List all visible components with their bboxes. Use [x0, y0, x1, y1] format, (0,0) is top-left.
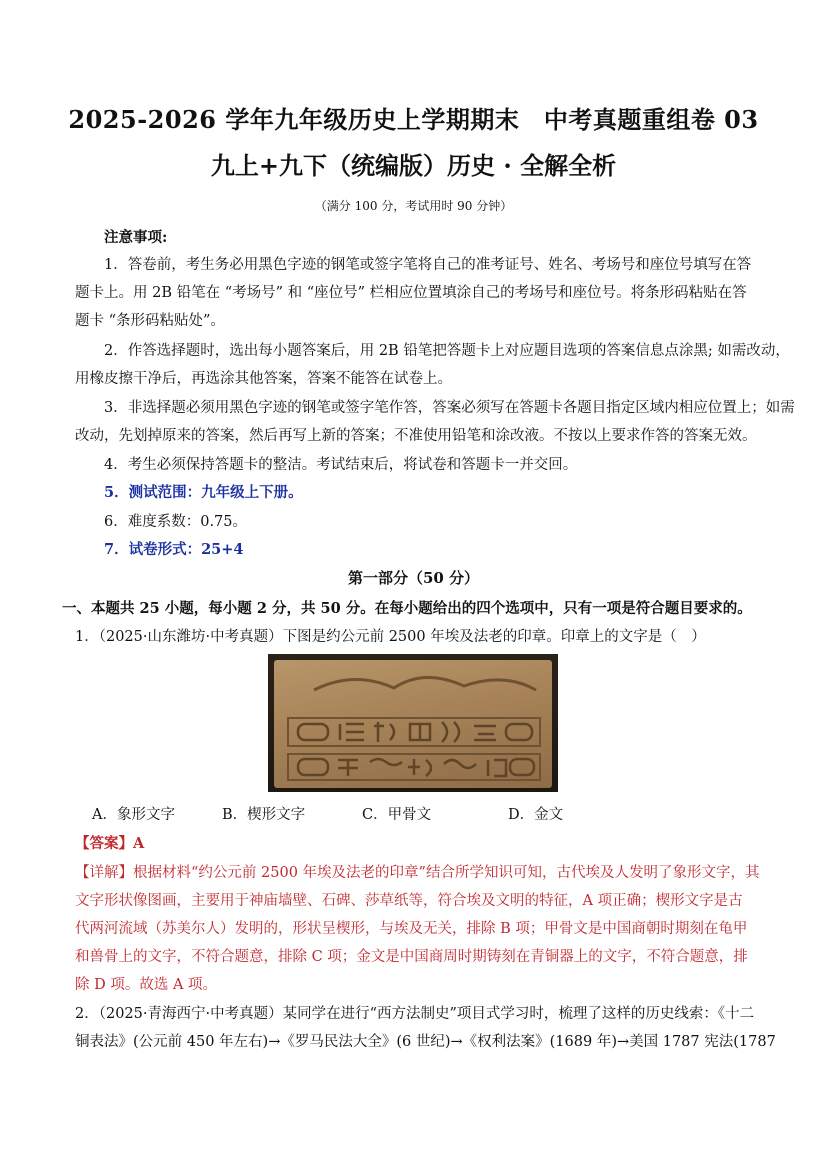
q1-answer: 【答案】A — [75, 835, 145, 852]
notice-heading: 注意事项: — [104, 229, 168, 246]
hieroglyph-carving — [274, 660, 552, 788]
q1-detail-line-1: 【详解】根据材料“约公元前 2500 年埃及法老的印章”结合所学知识可知，古代埃及人发明了象形文字，其 — [75, 865, 760, 881]
notice-item-3-line-2: 改动，先划掉原来的答案，然后再写上新的答案；不准使用铅笔和涂改液。不按以上要求作答的答案无效。 — [75, 428, 757, 444]
section-title: 第一部分（50 分） — [347, 569, 480, 587]
seal-stone — [274, 660, 552, 788]
notice-item-6: 6．难度系数：0.75。 — [104, 514, 248, 530]
section-instruction: 一、本题共 25 小题，每小题 2 分，共 50 分。在每小题给出的四个选项中，只有一项是符合题目要求的。 — [62, 600, 752, 617]
notice-item-1-line-3: 题卡 “条形码粘贴处”。 — [75, 313, 225, 329]
notice-item-7: 7．试卷形式：25+4 — [104, 541, 244, 558]
notice-item-2-line-1: 2．作答选择题时，选出每小题答案后，用 2B 铅笔把答题卡上对应题目选项的答案信息点涂黑; 如需改动， — [104, 343, 790, 359]
question-2-stem-line-2: 铜表法》(公元前 450 年左右)→《罗马民法大全》(6 世纪)→《权利法案》(1689 年)→美国 1787 宪法(1787 — [75, 1034, 776, 1050]
title-line-2: 九上+九下（统编版）历史 · 全解全析 — [210, 151, 617, 180]
notice-item-1-line-1: 1．答卷前，考生务必用黑色字迹的钢笔或签字笔将自己的准考证号、姓名、考场号和座位号填写在答 — [104, 257, 752, 273]
notice-item-2-line-2: 用橡皮擦干净后，再选涂其他答案，答案不能答在试卷上。 — [75, 371, 452, 387]
q1-detail-line-5: 除 D 项。故选 A 项。 — [75, 977, 218, 993]
question-1-stem: 1．（2025·山东潍坊·中考真题）下图是约公元前 2500 年埃及法老的印章。印章上的文字是（ ） — [75, 629, 706, 645]
q1-detail-line-2: 文字形状像图画，主要用于神庙墙壁、石碑、莎草纸等，符合埃及文明的特征，A 项正确；楔形文字是古 — [75, 893, 743, 909]
q1-detail-line-4: 和兽骨上的文字，不符合题意，排除 C 项；金文是中国商周时期铸刻在青铜器上的文字，不符合题意，排 — [75, 949, 748, 965]
notice-item-3-line-1: 3．非选择题必须用黑色字迹的钢笔或签字笔作答，答案必须写在答题卡各题目指定区域内相应位置上；如需 — [104, 400, 795, 416]
q1-option-b: B．楔形文字 — [222, 807, 306, 823]
question-2-stem-line-1: 2．（2025·青海西宁·中考真题）某同学在进行“西方法制史”项目式学习时，梳理了这样的历史线索：《十二 — [75, 1006, 755, 1022]
title-line-1: 2025-2026 学年九年级历史上学期期末 中考真题重组卷 03 — [68, 105, 759, 134]
q1-option-a: A．象形文字 — [92, 807, 175, 823]
exam-subtitle: （满分 100 分，考试用时 90 分钟） — [314, 199, 513, 213]
q1-option-c: C．甲骨文 — [362, 807, 432, 823]
q1-detail-line-3: 代两河流域（苏美尔人）发明的，形状呈楔形，与埃及无关，排除 B 项；甲骨文是中国商朝时期刻在龟甲 — [75, 921, 748, 937]
q1-option-d: D．金文 — [508, 807, 564, 823]
notice-item-5: 5．测试范围：九年级上下册。 — [104, 484, 303, 501]
egyptian-seal-image — [268, 654, 558, 792]
notice-item-1-line-2: 题卡上。用 2B 铅笔在 “考场号” 和 “座位号” 栏相应位置填涂自己的考场号和座位号。将条形码粘贴在答 — [75, 285, 747, 301]
notice-item-4: 4．考生必须保持答题卡的整洁。考试结束后，将试卷和答题卡一并交回。 — [104, 457, 578, 473]
